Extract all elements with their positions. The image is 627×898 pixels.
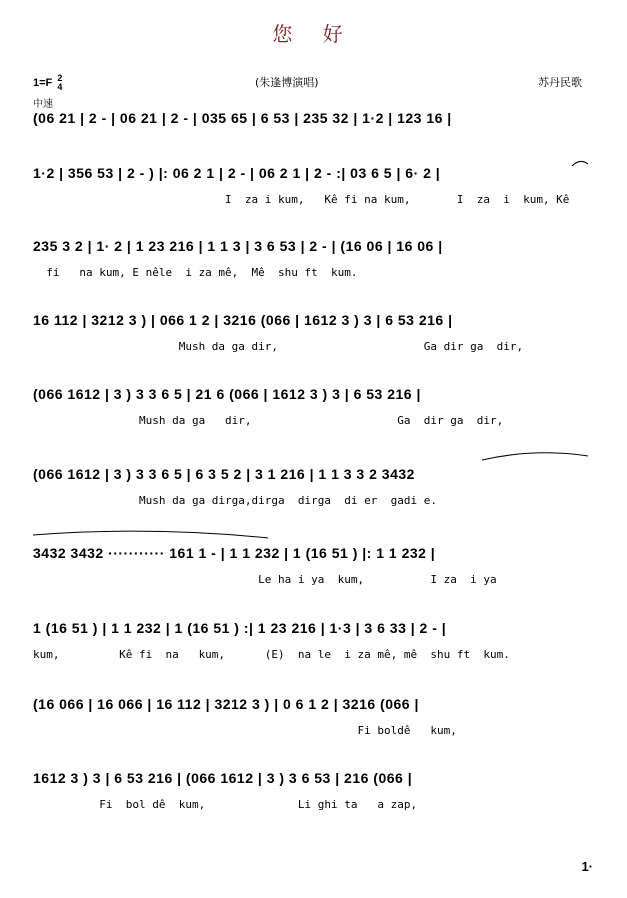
- notation-line: 1 (16 51 ) | 1 1 232 | 1 (16 51 ) :| 1 23 216 | 1·3 | 3 6 33 | 2 - |: [33, 620, 447, 636]
- lyric-line: I za i kum, Kê fi na kum, I za i kum, Kê: [33, 193, 570, 206]
- lyric-line: Fi boldê kum,: [33, 724, 457, 737]
- lyric-line: Mush da ga dirga,dirga dirga di er gadi e.: [33, 494, 437, 507]
- singer-credit: (朱逢博演唱): [255, 76, 319, 89]
- lyric-line: kum, Kê fi na kum, (E) na le i za mê, mê shu ft kum.: [33, 648, 510, 661]
- slur-arc: [482, 453, 588, 460]
- slur-arc: [33, 531, 268, 538]
- notation-line: 3432 3432 ··········· 161 1 - | 1 1 232 | 1 (16 51 ) |: 1 1 232 |: [33, 545, 436, 561]
- key-label: 1=F: [33, 76, 53, 89]
- genre-credit: 苏丹民歌: [538, 76, 582, 89]
- key-signature: [33, 74, 62, 92]
- notation-line: (06 21 | 2 - | 06 21 | 2 - | 035 65 | 6 53 | 235 32 | 1·2 | 123 16 |: [33, 110, 452, 126]
- notation-line: 1·2 | 356 53 | 2 - ) |: 06 2 1 | 2 - | 06 2 1 | 2 - :| 03 6 5 | 6· 2 |: [33, 165, 441, 181]
- tempo-marking: 中速: [33, 99, 53, 110]
- page-number: 1·: [581, 859, 593, 874]
- notation-line: (066 1612 | 3 ) 3 3 6 5 | 6 3 5 2 | 3 1 216 | 1 1 3 3 2 3432: [33, 466, 415, 482]
- lyric-line: fi na kum, E nêle i za mê, Mê shu ft kum.: [33, 266, 358, 279]
- time-bottom: 4: [57, 82, 63, 92]
- notation-line: 235 3 2 | 1· 2 | 1 23 216 | 1 1 3 | 3 6 53 | 2 - | (16 06 | 16 06 |: [33, 238, 443, 254]
- notation-line: 16 112 | 3212 3 ) | 066 1 2 | 3216 (066 | 1612 3 ) 3 | 6 53 216 |: [33, 312, 453, 328]
- time-top: 2: [57, 73, 63, 83]
- lyric-line: Mush da ga dir, Ga dir ga dir,: [33, 340, 524, 353]
- song-title: 您 好: [272, 22, 355, 46]
- notation-line: (16 066 | 16 066 | 16 112 | 3212 3 ) | 0 6 1 2 | 3216 (066 |: [33, 696, 419, 712]
- lyric-line: Mush da ga dir, Ga dir ga dir,: [33, 414, 504, 427]
- time-signature: [57, 74, 62, 92]
- slur-arc: [572, 161, 588, 166]
- notation-line: 1612 3 ) 3 | 6 53 216 | (066 1612 | 3 ) 3 6 53 | 216 (066 |: [33, 770, 413, 786]
- lyric-line: Fi bol dê kum, Li ghi ta a zap,: [33, 798, 418, 811]
- lyric-line: Le ha i ya kum, I za i ya: [33, 573, 497, 586]
- notation-line: (066 1612 | 3 ) 3 3 6 5 | 21 6 (066 | 1612 3 ) 3 | 6 53 216 |: [33, 386, 421, 402]
